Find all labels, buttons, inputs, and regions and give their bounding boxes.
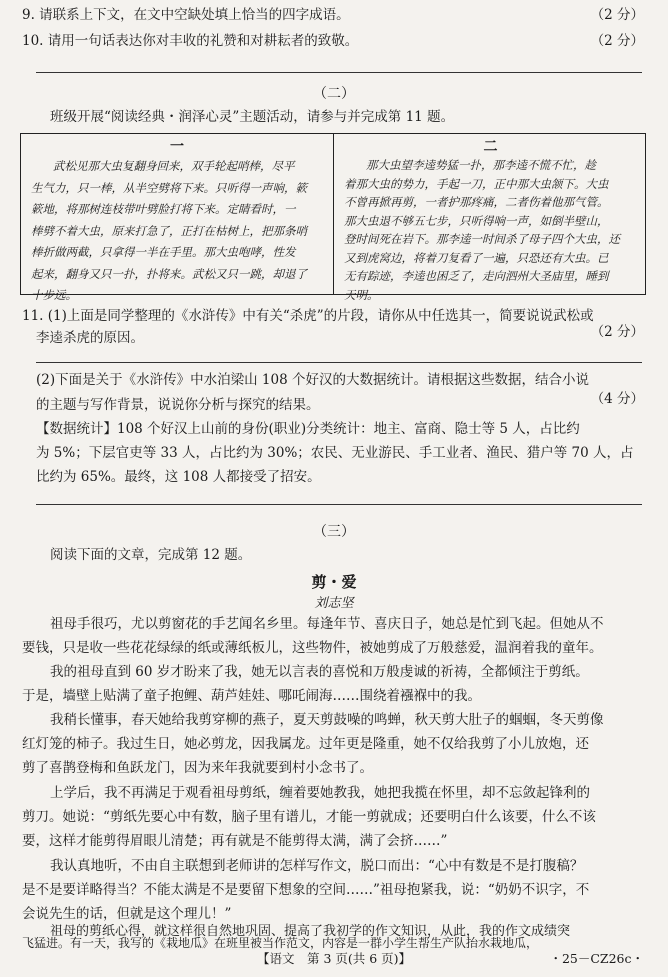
article-line: 上学后，我不再满足于观看祖母剪纸，缠着要她教我，她把我揽在怀里，却不忘敛起锋利的 [50, 785, 590, 801]
question-10: 10. 请用一句话表达你对丰收的礼赞和对耕耘者的致敬。 [22, 33, 359, 49]
data-statistics-line: 【数据统计】108 个好汉上山前的身份(职业)分类统计：地主、富商、隐士等 5 人，占比约 [36, 421, 580, 437]
question-11-2-line: 的主题与写作背景，说说你分析与探究的结果。 [36, 397, 320, 413]
article-title: 剪・爱 [311, 573, 357, 591]
question-9-points: （2 分） [590, 7, 644, 23]
article-line: 我认真地听，不由自主联想到老师讲的怎样写作文，脱口而出：“心中有数是不是打腹稿？ [50, 858, 584, 874]
section-2-title: （二） [313, 86, 355, 102]
article-line: 剪了喜鹊登梅和鱼跃龙门，因为来年我就要到村小念书了。 [22, 760, 373, 776]
excerpt-two [334, 134, 647, 302]
article-line: 剪刀。她说：“剪纸先要心中有数，脑子里有谱儿，才能一剪就成；还要明白什么该要，什么不该 [22, 809, 596, 825]
excerpt-two-text [344, 156, 641, 304]
excerpt-line: 着那大虫的势力，手起一刀，正中那大虫颔下。大虫 [344, 176, 609, 191]
question-9: 9. 请联系上下文，在文中空缺处填上恰当的四字成语。 [22, 7, 350, 23]
article-line: 我的祖母直到 60 岁才盼来了我，她无以言表的喜悦和万般虔诚的祈祷，全都倾注于剪纸。 [50, 664, 589, 680]
excerpt-line: 棒折做两截，只拿得一半在手里。那大虫咆哮，性发 [31, 245, 296, 259]
article-line: 祖母手很巧，尤以剪窗花的手艺闻名乡里。每逢年节、喜庆日子，她总是忙到飞起。但她从不 [50, 616, 604, 632]
article-line: 于是，墙壁上贴满了童子抱鲤、葫芦娃娃、哪吒闹海……围绕着襁褓中的我。 [22, 688, 481, 704]
article-line: 是不是要详略得当？不能太满是不是要留下想象的空间……”祖母抱紧我，说：“奶奶不识字，不 [22, 882, 590, 898]
answer-line [36, 362, 642, 363]
section-2-intro: 班级开展“阅读经典・润泽心灵”主题活动，请参与并完成第 11 题。 [50, 109, 455, 125]
excerpt-line: 无有踪迹，李逵也困乏了，走向泗州大圣庙里，睡到 [344, 269, 609, 283]
excerpt-line: 武松见那大虫复翻身回来，双手轮起哨棒，尽平 [53, 159, 295, 173]
excerpt-line: 不曾再掀再剪，一者护那疼痛，二者伤着他那气管。 [344, 195, 609, 209]
excerpt-one-head: 一 [170, 139, 184, 155]
section-3-title: （三） [313, 524, 355, 540]
excerpt-one [21, 134, 334, 302]
excerpt-line: 十步远。 [31, 288, 77, 302]
question-11-1: 11. (1)上面是同学整理的《水浒传》中有关“杀虎”的片段，请你从中任选其一，简要说说武松或 [22, 308, 594, 324]
excerpt-line: 登时间死在岩下。那李逵一时间杀了母子四个大虫，还 [344, 232, 620, 246]
excerpt-line: 棒劈不着大虫，原来打急了，正打在枯树上，把那条哨 [31, 223, 307, 238]
excerpt-line: 那大虫望李逵势猛一扑，那李逵不慌不忙，趁 [366, 158, 596, 172]
section-3-intro: 阅读下面的文章，完成第 12 题。 [50, 547, 252, 563]
excerpt-two-head: 二 [483, 139, 498, 155]
data-statistics-line: 为 5%；下层官吏等 33 人，占比约为 30%；农民、无业游民、手工业者、渔民、猎户等 70 人，占 [36, 445, 634, 461]
question-10-points: （2 分） [590, 33, 644, 49]
article-line: 红灯笼的柿子。我过生日，她必剪龙，因我属龙。过年更是隆重，她不仅给我剪了小儿放炮，还 [22, 736, 589, 752]
excerpt-line: 又到虎窝边，将着刀复看了一遍，只恐还有大虫。已 [344, 250, 609, 265]
article-author: 刘志坚 [314, 596, 354, 611]
excerpt-box [20, 133, 646, 302]
paper-code: ・25－CZ26c・ [549, 951, 644, 966]
excerpt-one-text [31, 156, 327, 307]
article-line: 祖母的剪纸心得，就这样很自然地巩固、提高了我初学的作文知识，从此，我的作文成绩突 [50, 924, 571, 939]
page-number: 【语文 第 3 页(共 6 页)】 [256, 951, 412, 966]
answer-line [36, 504, 642, 505]
excerpt-line: 那大虫退不够五七步，只听得响一声，如倒半壁山， [344, 213, 609, 228]
article-line: 飞猛进。有一天，我写的《栽地瓜》在班里被当作范文，内容是一群小学生帮生产队抬水栽地瓜， [22, 936, 539, 950]
answer-line [36, 72, 642, 73]
article-line: 我稍长懂事，春天她给我剪穿柳的燕子，夏天剪鼓噪的鸣蝉，秋天剪大肚子的蝈蝈，冬天剪像 [50, 712, 604, 728]
question-11-1-points: （2 分） [590, 324, 644, 340]
question-11-1-cont: 李逵杀虎的原因。 [36, 330, 144, 346]
excerpt-line: 簌地，将那树连枝带叶劈脸打将下来。定睛看时，一 [31, 202, 296, 216]
article-line: 要，这样才能剪得眉眼儿清楚；再有就是不能剪得太满，满了会挤……” [22, 833, 448, 849]
excerpt-line: 起来，翻身又只一扑，扑将来。武松又只一跳，却退了 [31, 266, 307, 281]
article-line: 要钱，只是收一些花花绿绿的纸或薄纸板儿，这些物件，被她剪成了万般慈爱，温润着我的童年。 [22, 640, 603, 656]
question-11-2: (2)下面是关于《水浒传》中水泊梁山 108 个好汉的大数据统计。请根据这些数据，结合小说 [36, 372, 589, 388]
excerpt-line: 生气力，只一棒，从半空劈将下来。只听得一声响，簌 [31, 180, 307, 195]
question-11-2-points: （4 分） [590, 391, 644, 407]
article-line: 会说先生的话，但就是这个理儿！” [22, 906, 232, 922]
data-statistics-line: 比约为 65%。最终，这 108 人都接受了招安。 [36, 469, 321, 485]
excerpt-line: 天明。 [344, 287, 379, 302]
